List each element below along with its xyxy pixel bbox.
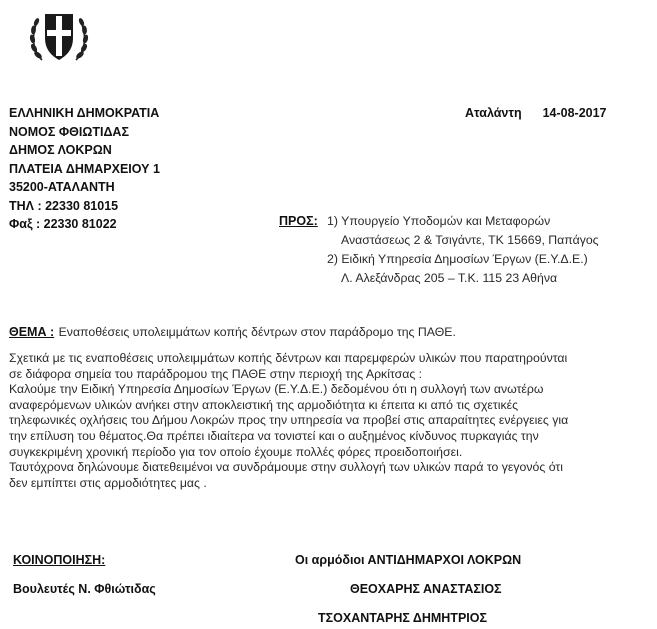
subject-text: Εναποθέσεις υπολειμμάτων κοπής δέντρων στον παράδρομο της ΠΑΘΕ. bbox=[58, 325, 456, 339]
recipients-label: ΠΡΟΣ: bbox=[279, 214, 318, 228]
cc-label: ΚΟΙΝΟΠΟΙΗΣΗ: bbox=[13, 553, 106, 567]
cc-value: Βουλευτές Ν. Φθιώτιδας bbox=[13, 582, 156, 596]
body-line: σε διάφορα σημεία του παράδρομου της ΠΑΘΕ στην περιοχή της Αρκίτσας : bbox=[9, 366, 423, 381]
body-line: δεν εμπίπτει στις αρμοδιότητες μας . bbox=[9, 475, 207, 490]
subject-label: ΘΕΜΑ : bbox=[9, 325, 55, 339]
subject bbox=[9, 323, 456, 341]
recipients-list bbox=[327, 212, 599, 288]
date: 14-08-2017 bbox=[542, 106, 607, 120]
sender-line: 35200-ΑΤΑΛΑΝΤΗ bbox=[9, 180, 115, 194]
body-line: συγκεκριμένη χρονική περίοδο για τον οποίο έχουμε πολλές φόρες προειδοποιήσει. bbox=[9, 444, 463, 459]
body-line: την επίλυση του θέματος.Θα πρέπει ιδιαίτερα να τονιστεί και ο αυξημένος κίνδυνος πυρκαγιάς την bbox=[9, 428, 539, 443]
sender-line: ΔΗΜΟΣ ΛΟΚΡΩΝ bbox=[9, 143, 112, 157]
sender-line: ΝΟΜΟΣ ΦΘΙΩΤΙΔΑΣ bbox=[9, 124, 129, 139]
recipient-line: Αναστάσεως 2 & Τσιγάντε, ΤΚ 15669, Παπάγος bbox=[341, 233, 599, 247]
recipient-line: Λ. Αλεξάνδρας 205 – Τ.Κ. 115 23 Αθήνα bbox=[341, 271, 558, 285]
sender-phone: ΤΗΛ : 22330 81015 bbox=[9, 198, 119, 213]
body-line: αναφερόμενων υλικών ανήκει στην αποκλειστική της αρμοδιότητα κι έπειτα κι από τις σχετικές bbox=[9, 397, 519, 412]
letter-body bbox=[9, 351, 568, 491]
sender-block bbox=[9, 104, 160, 234]
recipient-line: 2) Ειδική Υπηρεσία Δημοσίων Έργων (Ε.Υ.Δ.Ε.) bbox=[327, 252, 588, 266]
sender-fax: Φαξ : 22330 81022 bbox=[9, 217, 117, 231]
signer-name: ΤΣΟΧΑΝΤΑΡΗΣ ΔΗΜΗΤΡΙΟΣ bbox=[318, 611, 487, 625]
sender-line: ΕΛΛΗΝΙΚΗ ΔΗΜΟΚΡΑΤΙΑ bbox=[9, 106, 160, 120]
place: Αταλάντη bbox=[465, 106, 522, 120]
sender-line: ΠΛΑΤΕΙΑ ΔΗΜΑΡΧΕΙΟΥ 1 bbox=[9, 161, 160, 176]
signer-name: ΘΕΟΧΑΡΗΣ ΑΝΑΣΤΑΣΙΟΣ bbox=[350, 582, 502, 596]
body-line: Σχετικά με τις εναποθέσεις υπολειμμάτων κοπής δέντρων και παρεμφερών υλικών που παρατηρούνται bbox=[9, 351, 568, 365]
body-line: Καλούμε την Ειδική Υπηρεσία Δημοσίων Έργων (Ε.Υ.Δ.Ε.) δεδομένου ότι η συλλογή των ανωτέρω bbox=[9, 382, 544, 397]
body-line: τηλεφωνικές οχλήσεις του Δήμου Λοκρών προς την υπηρεσία να προβεί στις απαραίτητες ενέργειες για bbox=[9, 413, 569, 428]
greek-coat-of-arms-icon bbox=[28, 4, 90, 66]
place-date bbox=[465, 104, 607, 123]
recipient-line: 1) Υπουργείο Υποδομών και Μεταφορών bbox=[327, 214, 551, 228]
signers-title: Οι αρμόδιοι ΑΝΤΙΔΗΜΑΡΧΟΙ ΛΟΚΡΩΝ bbox=[295, 553, 522, 567]
body-line: Ταυτόχρονα δηλώνουμε διατεθειμένοι να συνδράμουμε στην συλλογή των υλικών παρά το γεγονός ότι bbox=[9, 460, 563, 475]
